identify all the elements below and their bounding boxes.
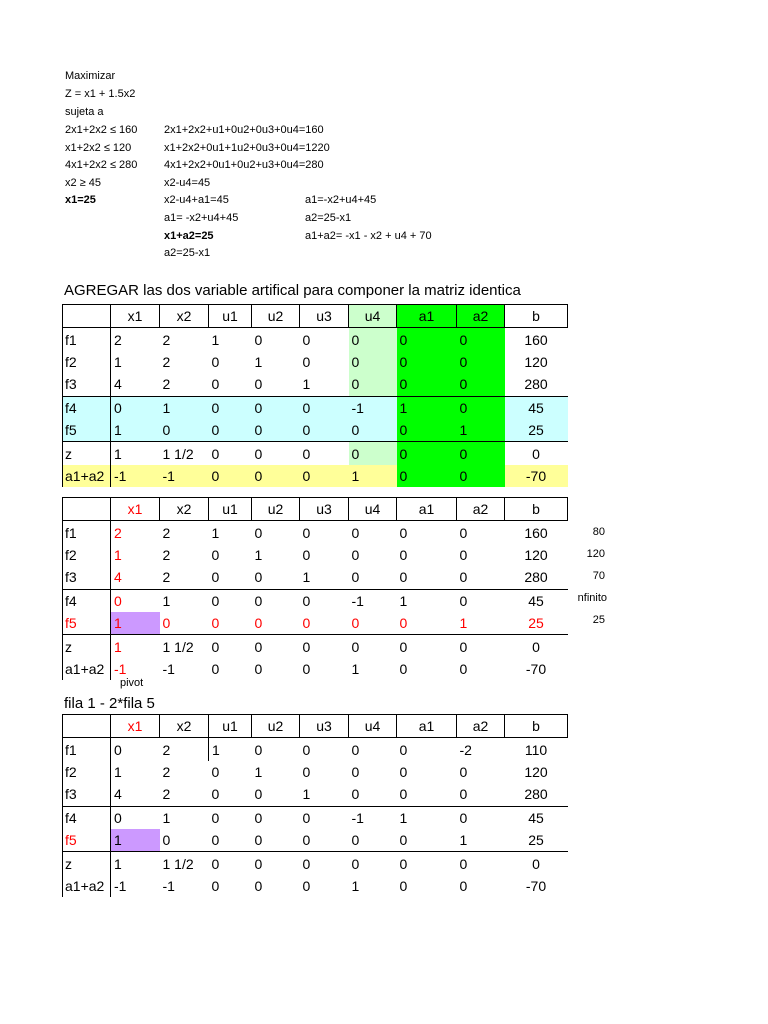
cell: 1	[457, 419, 505, 442]
cell: 2	[160, 566, 209, 589]
header-x1: x1	[111, 498, 160, 521]
cell: 0	[399, 877, 408, 894]
cell-b: 25	[505, 612, 568, 635]
cell: 0	[114, 592, 122, 609]
cell: 1 1/2	[162, 855, 194, 872]
pivot-label: pivot	[120, 677, 144, 689]
header-u3: u3	[300, 715, 349, 738]
cell: 0	[209, 566, 252, 589]
cell: 0	[457, 442, 505, 465]
header-corner	[63, 498, 111, 521]
cell: 0	[209, 465, 252, 487]
cell: 2	[162, 763, 171, 780]
aux-equation-1: a1=-x2+u4+45	[305, 194, 377, 206]
cell-b: 120	[524, 763, 548, 780]
cell: 0	[254, 855, 263, 872]
cell: 0	[351, 546, 360, 563]
cell: 0	[254, 524, 263, 541]
cell: 0	[351, 524, 360, 541]
table-row	[63, 544, 568, 566]
cell: 0	[349, 351, 397, 373]
cell: 0	[302, 592, 311, 609]
cell: 0	[351, 855, 360, 872]
table-header-row	[63, 498, 568, 521]
cell: 0	[397, 612, 457, 635]
simplex-table-3	[62, 714, 568, 897]
cell: 0	[457, 566, 505, 589]
row-label: a1+a2	[63, 875, 111, 897]
cell: 2	[162, 353, 171, 370]
table-row	[63, 635, 568, 658]
table-row	[63, 783, 568, 806]
cell: -1	[351, 809, 364, 826]
simplex-table-2	[62, 497, 568, 680]
cell: 1	[399, 592, 408, 609]
cell: 0	[399, 763, 408, 780]
cell: 2	[162, 741, 171, 758]
cell: -2	[459, 741, 472, 758]
cell: 1	[162, 809, 171, 826]
cell: 1	[399, 809, 408, 826]
cell: 0	[457, 351, 505, 373]
row-label: z	[63, 852, 111, 875]
row-label: f1	[63, 328, 111, 351]
cell: 0	[209, 612, 252, 635]
cell: 0	[349, 442, 397, 465]
table-header-row	[63, 305, 568, 328]
cell: 1	[351, 660, 360, 677]
cell: 2	[160, 783, 209, 806]
cell: 0	[111, 396, 160, 419]
cell: 0	[114, 809, 122, 826]
cell: 0	[397, 442, 457, 465]
cell: 0	[300, 829, 349, 852]
cell: 2	[162, 546, 171, 563]
table-row	[63, 589, 568, 612]
cell: 1	[457, 612, 505, 635]
cell: 0	[254, 809, 263, 826]
row-label: f1	[63, 521, 111, 544]
simplex-table-1	[62, 304, 568, 487]
header-u1: u1	[209, 498, 252, 521]
row-label: f1	[63, 738, 111, 761]
header-corner	[63, 715, 111, 738]
cell: 0	[399, 855, 408, 872]
cell: 0	[254, 592, 263, 609]
cell: -1	[351, 592, 364, 609]
table-row	[63, 396, 568, 419]
header-x1: x1	[111, 305, 160, 328]
cell: 1	[162, 592, 171, 609]
header-x2: x2	[160, 305, 209, 328]
cell: 0	[300, 396, 349, 419]
header-u2: u2	[252, 498, 300, 521]
table-row	[63, 852, 568, 875]
cell-b: 0	[532, 445, 540, 462]
header-a1: a1	[397, 715, 457, 738]
cell: -1	[114, 877, 127, 894]
cell-b: 25	[505, 419, 568, 442]
cell: 0	[252, 612, 300, 635]
cell: 0	[349, 612, 397, 635]
pivot-cell: 1	[111, 829, 160, 852]
cell: 0	[211, 660, 220, 677]
cell: 1	[114, 638, 122, 655]
cell: 0	[459, 877, 468, 894]
cell-b: 280	[505, 566, 568, 589]
cell-b: 110	[524, 741, 548, 758]
cell: 0	[252, 373, 300, 396]
cell: 0	[459, 524, 468, 541]
cell: 0	[254, 660, 263, 677]
cell: 0	[300, 419, 349, 442]
table-row	[63, 521, 568, 544]
problem-line-6: 4x1+2x2 ≤ 280	[65, 159, 138, 171]
cell-b: 0	[532, 638, 540, 655]
cell: 0	[397, 328, 457, 351]
cell: 0	[397, 373, 457, 396]
cell: 0	[457, 783, 505, 806]
cell: 0	[399, 741, 408, 758]
section-title-row-operation: fila 1 - 2*fila 5	[64, 695, 155, 712]
row-label: f2	[63, 351, 111, 373]
row-label: f5	[63, 829, 111, 852]
table-row	[63, 419, 568, 442]
cell-b: -70	[505, 465, 568, 487]
header-a2: a2	[457, 715, 505, 738]
row-label: z	[63, 442, 111, 465]
cell: 4	[111, 783, 160, 806]
cell: 0	[302, 331, 311, 348]
pivot-cell: 1	[111, 612, 160, 635]
cell-b: -70	[525, 660, 547, 677]
cell: 0	[211, 592, 220, 609]
row-label: f3	[63, 566, 111, 589]
cell: 0	[397, 351, 457, 373]
cell: 0	[114, 741, 122, 758]
cell: 0	[211, 809, 220, 826]
row-label: f3	[63, 373, 111, 396]
header-x1: x1	[111, 715, 160, 738]
cell: 0	[302, 445, 311, 462]
pivot-row	[63, 612, 568, 635]
table-row	[63, 806, 568, 829]
cell: 0	[252, 829, 300, 852]
equation-1: 2x1+2x2+u1+0u2+0u3+0u4=160	[164, 124, 324, 136]
cell: 1	[300, 783, 349, 806]
cell: 1	[111, 419, 160, 442]
cell: 1	[211, 331, 220, 348]
cell: -1	[160, 465, 209, 487]
cell: 1 1/2	[162, 445, 194, 462]
cell: 1	[114, 546, 122, 563]
equation-7: x1+a2=25	[164, 230, 214, 242]
cell-b: -70	[525, 877, 547, 894]
cell: 0	[209, 783, 252, 806]
header-u4: u4	[349, 498, 397, 521]
cell-b: 120	[524, 353, 548, 370]
header-a2: a2	[457, 498, 505, 521]
problem-line-3: sujeta a	[65, 106, 104, 118]
header-u2: u2	[252, 305, 300, 328]
cell-b: 160	[524, 524, 548, 541]
cell: 0	[302, 524, 311, 541]
row-label: f2	[63, 761, 111, 783]
row-label: a1+a2	[63, 465, 111, 487]
table-row	[63, 328, 568, 351]
ratio-f2: 120	[586, 548, 605, 560]
header-b: b	[505, 715, 568, 738]
problem-line-2: Z = x1 + 1.5x2	[65, 88, 136, 100]
header-x2: x2	[160, 498, 209, 521]
table-row	[63, 351, 568, 373]
cell: 0	[349, 829, 397, 852]
cell: 0	[457, 396, 505, 419]
cell: 1	[254, 546, 263, 563]
cell: 0	[252, 783, 300, 806]
row-label: f4	[63, 589, 111, 612]
cell: 0	[254, 741, 263, 758]
cell: 0	[254, 331, 263, 348]
cell: 0	[457, 373, 505, 396]
equation-4: x2-u4=45	[164, 177, 211, 189]
cell: 1	[300, 373, 349, 396]
cell: 0	[209, 396, 252, 419]
cell: 0	[351, 638, 360, 655]
cell: 0	[252, 396, 300, 419]
cell: 0	[300, 612, 349, 635]
cell: 0	[349, 783, 397, 806]
cell: 0	[459, 638, 468, 655]
cell: 1	[114, 855, 122, 872]
cell: 0	[459, 546, 468, 563]
cell-b: 45	[528, 809, 544, 826]
cell-b: 0	[532, 855, 540, 872]
ratio-f1: 80	[592, 526, 605, 538]
equation-6: a1= -x2+u4+45	[164, 212, 239, 224]
cell: 0	[302, 546, 311, 563]
cell: -1	[162, 877, 175, 894]
cell: 0	[211, 353, 220, 370]
cell: 0	[302, 809, 311, 826]
row-label: f5	[63, 612, 111, 635]
cell: 2	[114, 524, 122, 541]
cell: 0	[397, 829, 457, 852]
cell: 0	[399, 660, 408, 677]
header-a1: a1	[397, 305, 457, 328]
problem-line-7: x2 ≥ 45	[65, 177, 102, 189]
header-u3: u3	[300, 498, 349, 521]
aux-equation-3: a1+a2= -x1 - x2 + u4 + 70	[305, 230, 432, 242]
cell: 0	[457, 328, 505, 351]
cell: 0	[252, 419, 300, 442]
cell-b: 45	[528, 592, 544, 609]
cell-b: 45	[505, 396, 568, 419]
cell-b: 25	[505, 829, 568, 852]
cell: 0	[209, 829, 252, 852]
cell-b: 120	[524, 546, 548, 563]
row-label: f2	[63, 544, 111, 566]
ratio-f4: nfinito	[577, 592, 607, 604]
cell: 0	[211, 763, 220, 780]
cell: 0	[254, 638, 263, 655]
cell: 1	[351, 877, 360, 894]
aux-equation-2: a2=25-x1	[305, 212, 352, 224]
row-label: f5	[63, 419, 111, 442]
cell-b: 280	[505, 783, 568, 806]
cell: 0	[302, 855, 311, 872]
header-u4: u4	[349, 305, 397, 328]
cell: 4	[111, 373, 160, 396]
cell: 0	[211, 855, 220, 872]
header-a2: a2	[457, 305, 505, 328]
cell: 0	[252, 465, 300, 487]
problem-line-1: Maximizar	[65, 70, 116, 82]
header-u3: u3	[300, 305, 349, 328]
cell: 0	[211, 546, 220, 563]
section-title-artificial: AGREGAR las dos variable artifical para componer la matriz identica	[64, 282, 521, 299]
cell: 1	[209, 738, 252, 761]
cell: 0	[397, 566, 457, 589]
cell: 1	[300, 566, 349, 589]
cell: 0	[209, 419, 252, 442]
cell: 0	[351, 763, 360, 780]
cell: 0	[459, 855, 468, 872]
problem-line-8: x1=25	[65, 194, 96, 206]
cell: 0	[349, 419, 397, 442]
cell: 2	[160, 373, 209, 396]
equation-8: a2=25-x1	[164, 247, 211, 259]
table-row	[63, 761, 568, 783]
cell: 0	[302, 877, 311, 894]
row-label: z	[63, 635, 111, 658]
ratio-f5: 25	[592, 614, 605, 626]
problem-line-4: 2x1+2x2 ≤ 160	[65, 124, 138, 136]
header-a1: a1	[397, 498, 457, 521]
pivot-row	[63, 829, 568, 852]
table-header-row	[63, 715, 568, 738]
cell: 1	[211, 524, 220, 541]
cell: 2	[162, 524, 171, 541]
cell: 0	[457, 465, 505, 487]
cell: 0	[211, 877, 220, 894]
cell-b: 160	[524, 331, 548, 348]
cell: 0	[160, 829, 209, 852]
cell: 0	[252, 566, 300, 589]
cell: 0	[349, 373, 397, 396]
header-corner	[63, 305, 111, 328]
table-row	[63, 738, 568, 761]
cell: 0	[211, 445, 220, 462]
table-row	[63, 875, 568, 897]
cell: 1	[397, 396, 457, 419]
header-u2: u2	[252, 715, 300, 738]
cell: 1	[114, 763, 122, 780]
cell: 0	[349, 328, 397, 351]
cell: 0	[459, 660, 468, 677]
cell: 0	[349, 566, 397, 589]
cell: -1	[114, 660, 127, 677]
cell: 1	[254, 353, 263, 370]
table-row	[63, 465, 568, 487]
table-row	[63, 442, 568, 465]
equation-5: x2-u4+a1=45	[164, 194, 229, 206]
cell: 0	[459, 809, 468, 826]
row-label: a1+a2	[63, 658, 111, 680]
cell: 0	[254, 445, 263, 462]
cell: 1 1/2	[162, 638, 194, 655]
table-row	[63, 373, 568, 396]
cell: 0	[160, 419, 209, 442]
cell: 1	[457, 829, 505, 852]
row-label: f4	[63, 396, 111, 419]
cell: 0	[399, 546, 408, 563]
cell: 0	[302, 353, 311, 370]
cell: 2	[162, 331, 171, 348]
cell: 0	[302, 763, 311, 780]
cell: 0	[160, 612, 209, 635]
cell: -1	[111, 465, 160, 487]
cell: 0	[397, 783, 457, 806]
cell: 0	[459, 763, 468, 780]
cell: 0	[459, 592, 468, 609]
cell: 0	[209, 373, 252, 396]
cell: 1	[114, 353, 122, 370]
cell: 0	[211, 638, 220, 655]
equation-3: 4x1+2x2+0u1+0u2+u3+0u4=280	[164, 159, 324, 171]
cell: 0	[302, 638, 311, 655]
ratio-f3: 70	[592, 570, 605, 582]
cell: 1	[114, 445, 122, 462]
cell: 0	[302, 660, 311, 677]
cell: 0	[399, 638, 408, 655]
cell: 0	[397, 419, 457, 442]
row-label: f4	[63, 806, 111, 829]
cell: -1	[349, 396, 397, 419]
header-u1: u1	[209, 715, 252, 738]
cell: 0	[399, 524, 408, 541]
cell: -1	[162, 660, 175, 677]
cell: 0	[254, 877, 263, 894]
header-b: b	[505, 305, 568, 328]
cell: 1	[349, 465, 397, 487]
equation-2: x1+2x2+0u1+1u2+0u3+0u4=1220	[164, 142, 330, 154]
cell: 0	[397, 465, 457, 487]
table-row	[63, 566, 568, 589]
cell: 1	[160, 396, 209, 419]
cell: 2	[114, 331, 122, 348]
header-u4: u4	[349, 715, 397, 738]
row-label: f3	[63, 783, 111, 806]
header-b: b	[505, 498, 568, 521]
cell: 0	[302, 741, 311, 758]
header-u1: u1	[209, 305, 252, 328]
problem-line-5: x1+2x2 ≤ 120	[65, 142, 132, 154]
cell: 0	[351, 741, 360, 758]
cell: 1	[254, 763, 263, 780]
cell: 4	[111, 566, 160, 589]
cell: 0	[300, 465, 349, 487]
cell-b: 280	[505, 373, 568, 396]
header-x2: x2	[160, 715, 209, 738]
